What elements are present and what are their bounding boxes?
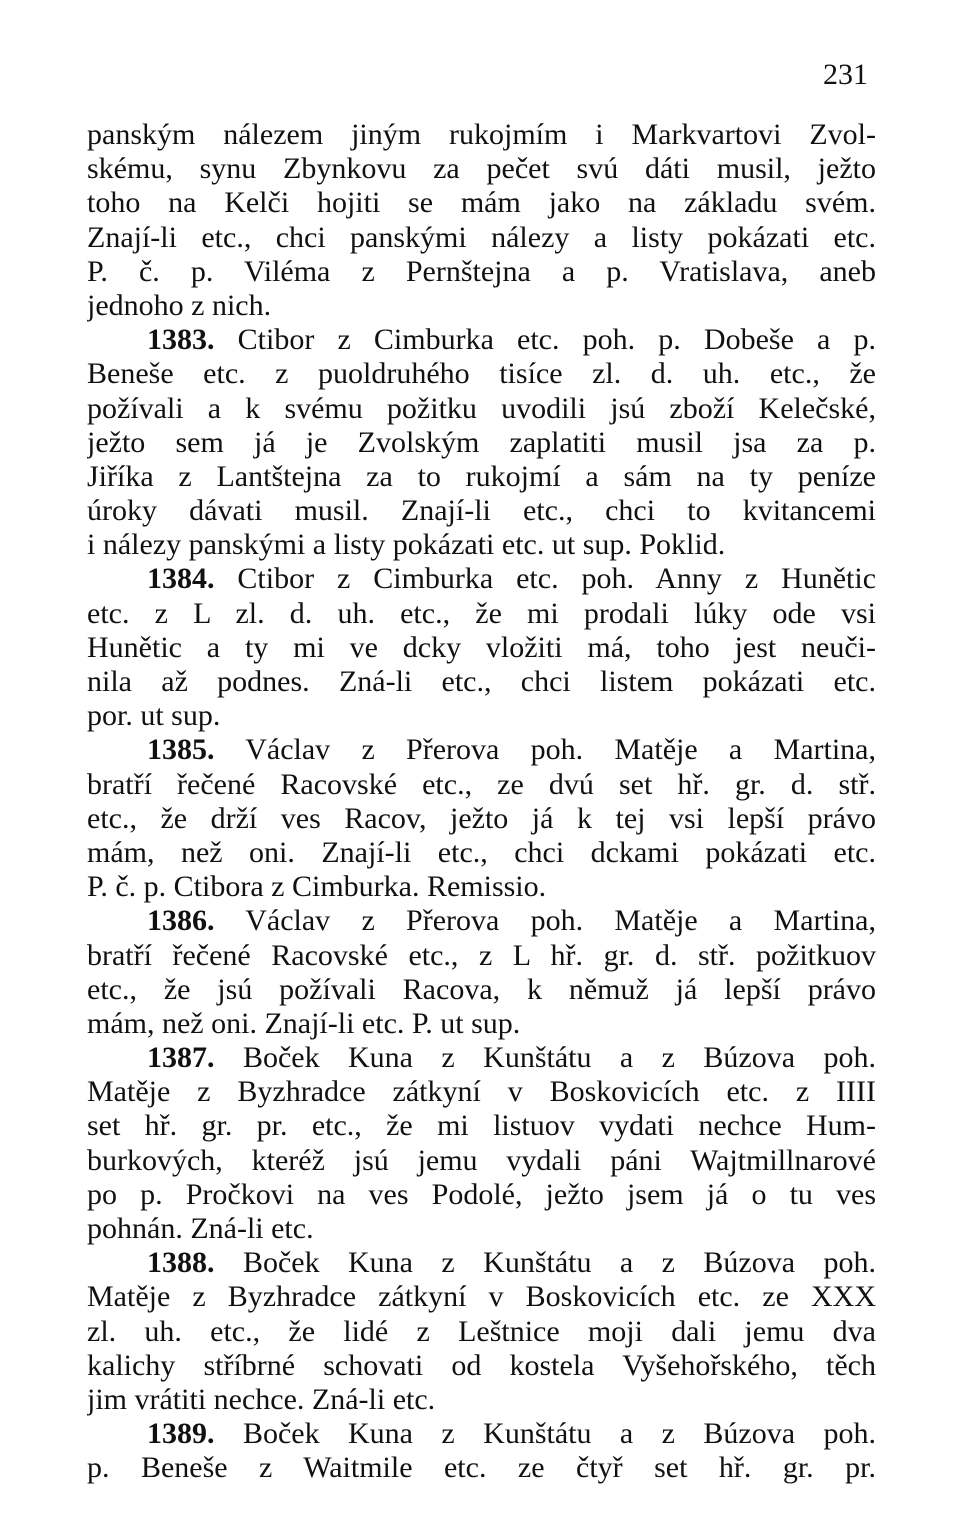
text-line: pohnán. Zná-li etc. <box>87 1212 314 1245</box>
text-line: panským nálezem jiným rukojmím i Markvartovi Zvol- <box>87 118 876 151</box>
entry-text: Boček Kuna z Kunštátu a z Búzova poh. <box>242 1041 876 1075</box>
text-line: ježto sem já je Zvolským zaplatiti musil jsa za p. <box>87 425 876 459</box>
entry-number: 1383. <box>147 323 215 357</box>
entry-number: 1386. <box>147 904 215 938</box>
page-number: 231 <box>823 58 868 91</box>
entry-number: 1388. <box>147 1246 215 1280</box>
text-line: mám, než oni. Znají-li etc., chci dckami pokázati etc. <box>87 835 876 869</box>
entry-number: 1389. <box>147 1417 215 1451</box>
text-line: bratří řečené Racovské etc., ze dvú set hř. gr. d. stř. <box>87 767 876 801</box>
text-line: Jiříka z Lantštejna za to rukojmí a sám na ty peníze <box>87 459 876 493</box>
text-line: jim vrátiti nechce. Zná-li etc. <box>87 1382 436 1416</box>
text-line: etc., že jsú požívali Racova, k němuž já lepší právo <box>87 972 876 1006</box>
entry-number: 1385. <box>147 733 215 767</box>
entry-number: 1387. <box>147 1041 215 1075</box>
text-line: etc. z L zl. d. uh. etc., že mi prodali lúky ode vsi <box>87 596 876 630</box>
entry-text: Ctibor z Cimburka etc. poh. p. Dobeše a p. <box>237 323 876 357</box>
text-line: skému, synu Zbynkovu za pečet svú dáti musil, ježto <box>87 152 876 186</box>
entry-first-line <box>87 562 876 596</box>
entry-first-line <box>87 1417 876 1451</box>
entry-text: Boček Kuna z Kunštátu a z Búzova poh. <box>242 1246 876 1280</box>
text-line: P. č. p. Ctibora z Cimburka. Remissio. <box>87 870 547 904</box>
text-line: požívali a k svému požitku uvodili jsú zboží Kelečské, <box>87 391 876 425</box>
text-line: Matěje z Byzhradce zátkyní v Boskovicích etc. ze XXX <box>87 1280 876 1314</box>
text-line: bratří řečené Racovské etc., z L hř. gr. d. stř. požitkuov <box>87 938 876 972</box>
entry-text: Boček Kuna z Kunštátu a z Búzova poh. <box>242 1417 876 1451</box>
text-line: zl. uh. etc., že lidé z Leštnice moji dali jemu dva <box>87 1314 876 1348</box>
text-line: kalichy stříbrné schovati od kostela Vyšehořského, těch <box>87 1348 876 1382</box>
entry-text: Václav z Přerova poh. Matěje a Martina, <box>245 904 876 938</box>
text-line: i nálezy panskými a listy pokázati etc. ut sup. Poklid. <box>87 528 726 562</box>
text-line: jednoho z nich. <box>87 288 272 322</box>
page-text <box>87 118 876 1486</box>
text-line: Znají-li etc., chci panskými nálezy a listy pokázati etc. <box>87 220 876 254</box>
entry-text: Václav z Přerova poh. Matěje a Martina, <box>245 733 876 767</box>
text-line: por. ut sup. <box>87 699 221 733</box>
text-line: po p. Pročkovi na ves Podolé, ježto jsem já o tu ves <box>87 1177 876 1211</box>
text-line: p. Beneše z Waitmile etc. ze čtyř set hř. gr. pr. <box>87 1451 876 1485</box>
entry-first-line <box>87 1246 876 1280</box>
text-line: toho na Kelči hojiti se mám jako na základu svém. <box>87 186 876 220</box>
text-line: mám, než oni. Znají-li etc. P. ut sup. <box>87 1006 521 1040</box>
entry-first-line <box>87 733 876 767</box>
entry-number: 1384. <box>147 562 215 596</box>
entry-text: Ctibor z Cimburka etc. poh. Anny z Hunětic <box>237 562 876 596</box>
text-line: úroky dávati musil. Znají-li etc., chci to kvitancemi <box>87 494 876 528</box>
text-line: Beneše etc. z puoldruhého tisíce zl. d. uh. etc., že <box>87 357 876 391</box>
text-line: Matěje z Byzhradce zátkyní v Boskovicích etc. z IIII <box>87 1075 876 1109</box>
entry-first-line <box>87 904 876 938</box>
text-line: Hunětic a ty mi ve dcky vložiti má, toho jest neuči- <box>87 630 876 664</box>
text-line: burkových, kteréž jsú jemu vydali páni Wajtmillnarové <box>87 1143 876 1177</box>
text-line: P. č. p. Viléma z Pernštejna a p. Vratislava, aneb <box>87 254 876 288</box>
text-line: nila až podnes. Zná-li etc., chci listem pokázati etc. <box>87 665 876 698</box>
text-line: set hř. gr. pr. etc., že mi listuov vydati nechce Hum- <box>87 1109 876 1143</box>
entry-first-line <box>87 1041 876 1075</box>
entry-first-line <box>87 323 876 357</box>
text-line: etc., že drží ves Racov, ježto já k tej vsi lepší právo <box>87 801 876 835</box>
